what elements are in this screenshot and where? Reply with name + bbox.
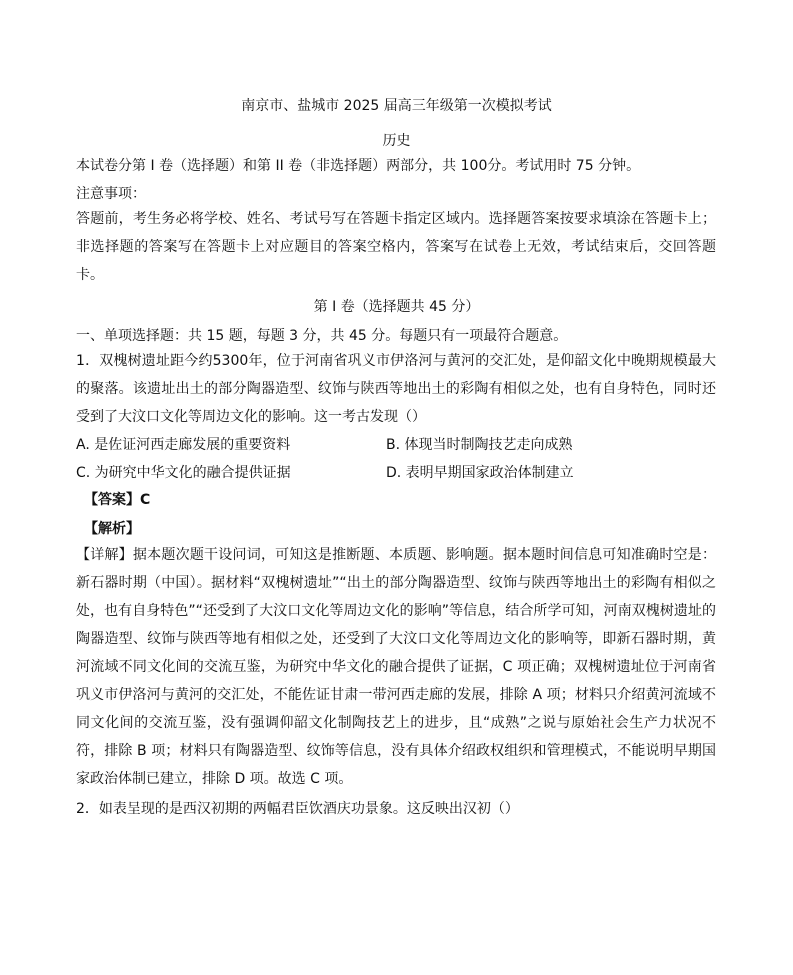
exam-description: 本试卷分第 I 卷（选择题）和第 II 卷（非选择题）两部分，共 100分。考试用时 75 分钟。 <box>76 158 641 174</box>
subject-title: 历史 <box>382 133 411 149</box>
question1-option-d: D. 表明早期国家政治体制建立 <box>386 465 574 481</box>
question1-detail: 【详解】据本题次题干设问词，可知这是推断题、本质题、影响题。据本题时间信息可知准确时空是：新石器时期（中国）。据材料“双槐树遗址”“出土的部分陶器造型、纹饰与陕西等地出土的彩陶有相似之处，也有自身特色”“还受到了大汶口文化等周边文化的影响”等信息，结合所学可知，河南双槐树遗址的陶器造型、纹饰与陕西等地有相似之处，还受到了大汶口文化等周边文化的影响等，即新石器时期，黄河流域不同文化间的交流互鉴，为研究中华文化的融合提供了证据，C 项正确；双槐树遗址位于河南省巩义市伊洛河与黄河的交汇处，不能佐证甘肃一带河西走廊的发展，排除 A 项；材料只介绍黄河流域不同文化间的交流互鉴，没有强调仰韶文化制陶技艺上的进步，且“成熟”之说与原始社会生产力状况不符，排除 B 项；材料只有陶器造型、纹饰等信息，没有具体介绍政权组织和管理模式，不能说明早期国家政治体制已建立，排除 D 项。故选 C 项。 <box>76 547 716 787</box>
question2-stem: 2．如表呈现的是西汉初期的两幅君臣饮酒庆功景象。这反映出汉初（） <box>76 801 519 817</box>
question1-stem: 1．双槐树遗址距今约5300年，位于河南省巩义市伊洛河与黄河的交汇处，是仰韶文化中晚期规模最大的聚落。该遗址出土的部分陶器造型、纹饰与陕西等地出土的彩陶有相似之处，也有自身特色，同时还受到了大汶口文化等周边文化的影响。这一考古发现（） <box>76 353 716 425</box>
question1-analysis-heading: 【解析】 <box>84 521 140 537</box>
question1-option-a: A. 是佐证河西走廊发展的重要资料 <box>76 437 291 453</box>
section1-heading: 第 I 卷（选择题共 45 分） <box>313 299 480 315</box>
notice-heading: 注意事项： <box>76 186 146 202</box>
question1-option-b: B. 体现当时制陶技艺走向成熟 <box>386 437 573 453</box>
exam-title: 南京市、盐城市 2025 届高三年级第一次模拟考试 <box>241 98 552 114</box>
question1-answer: 【答案】C <box>84 492 151 508</box>
question1-option-c: C. 为研究中华文化的融合提供证据 <box>76 465 291 481</box>
notice-body: 答题前，考生务必将学校、姓名、考试号写在答题卡指定区域内。选择题答案按要求填涂在答题卡上；非选择题的答案写在答题卡上对应题目的答案空格内，答案写在试卷上无效，考试结束后，交回答题卡。 <box>76 211 716 283</box>
section1-instructions: 一、单项选择题：共 15 题，每题 3 分，共 45 分。每题只有一项最符合题意。 <box>76 328 568 344</box>
